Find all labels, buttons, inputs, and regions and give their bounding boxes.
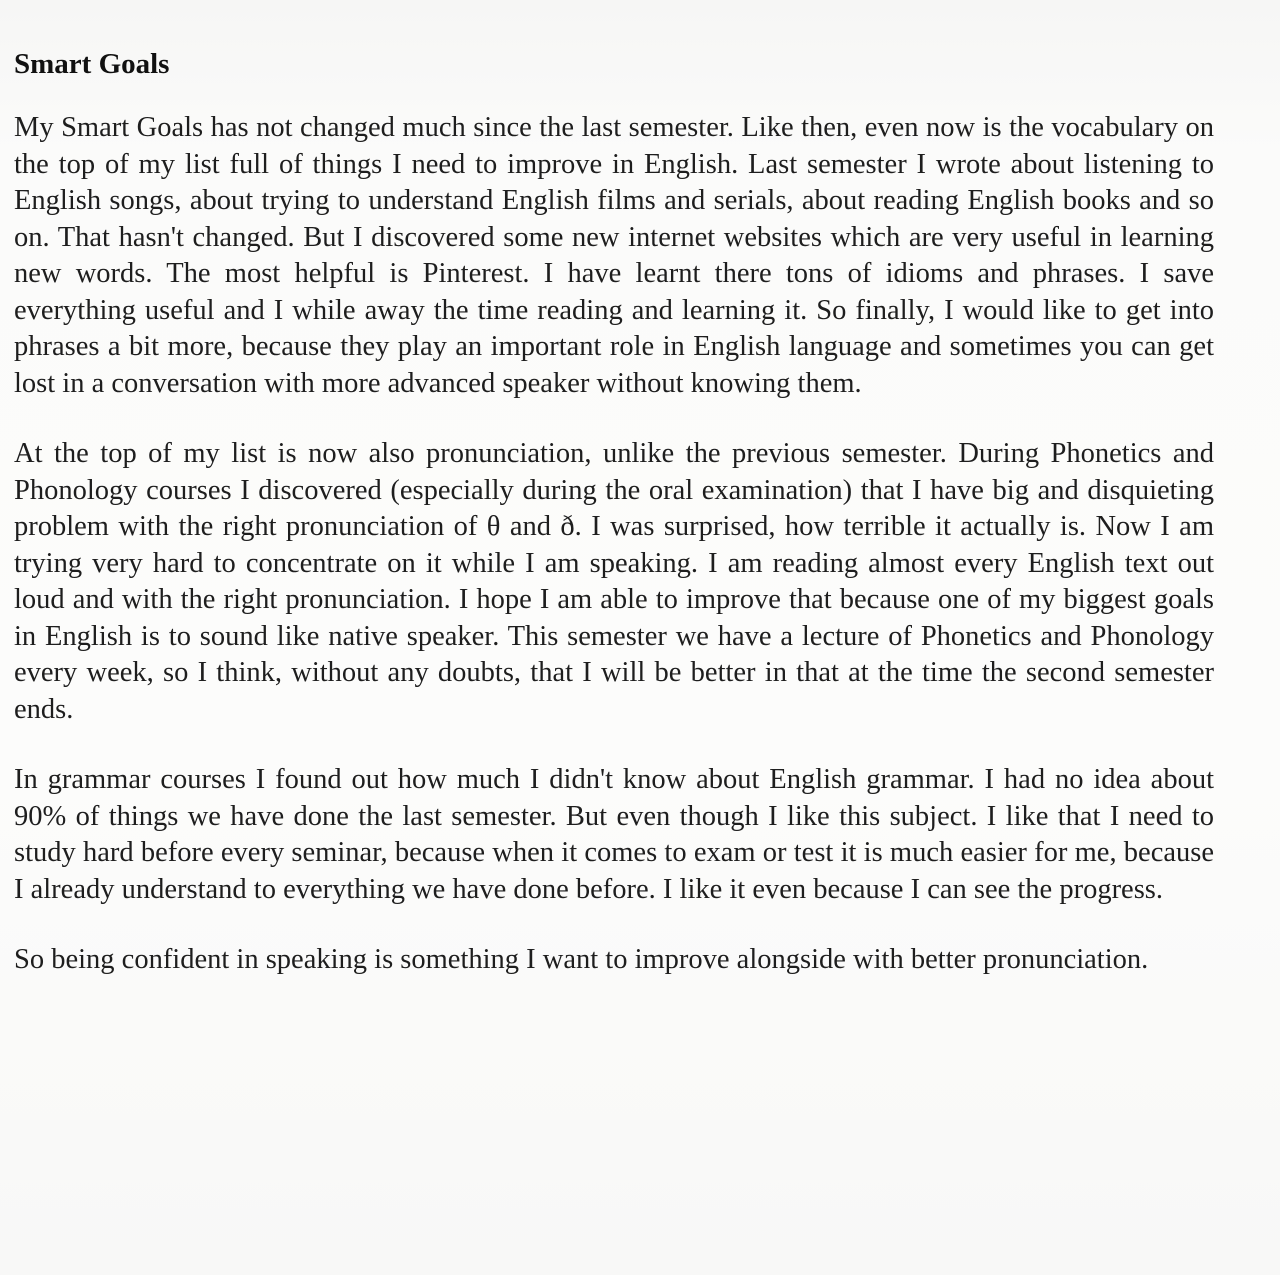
document-title: Smart Goals: [14, 48, 170, 80]
paragraph-confidence: So being confident in speaking is something I want to improve alongside with better pronunciation.: [14, 944, 1149, 975]
paragraph-pronunciation: At the top of my list is now also pronunciation, unlike the previous semester. During Phonetics and Phonology courses I discovered (especially during the oral examination) that I have big and disquieting problem with the right pronunciation of θ and ð. I was surprised, how terrible it actually is. Now I am trying very hard to concentrate on it while I am speaking. I am reading almost every English text out loud and with the right pronunciation. I hope I am able to improve that because one of my biggest goals in English is to sound like native speaker. This semester we have a lecture of Phonetics and Phonology every week, so I think, without any doubts, that I will be better in that at the time the second semester ends.: [14, 438, 1214, 725]
paragraph-grammar: In grammar courses I found out how much I didn't know about English grammar. I had no idea about 90% of things we have done the last semester. But even though I like this subject. I like that I need to study hard before every seminar, because when it comes to exam or test it is much easier for me, because I already understand to everything we have done before. I like it even because I can see the progress.: [14, 764, 1214, 905]
paragraph-vocabulary: My Smart Goals has not changed much since the last semester. Like then, even now is the vocabulary on the top of my list full of things I need to improve in English. Last semester I wrote about listening to English songs, about trying to understand English films and serials, about reading English books and so on. That hasn't changed. But I discovered some new internet websites which are very useful in learning new words. The most helpful is Pinterest. I have learnt there tons of idioms and phrases. I save everything useful and I while away the time reading and learning it. So finally, I would like to get into phrases a bit more, because they play an important role in English language and sometimes you can get lost in a conversation with more advanced speaker without knowing them.: [14, 112, 1214, 399]
